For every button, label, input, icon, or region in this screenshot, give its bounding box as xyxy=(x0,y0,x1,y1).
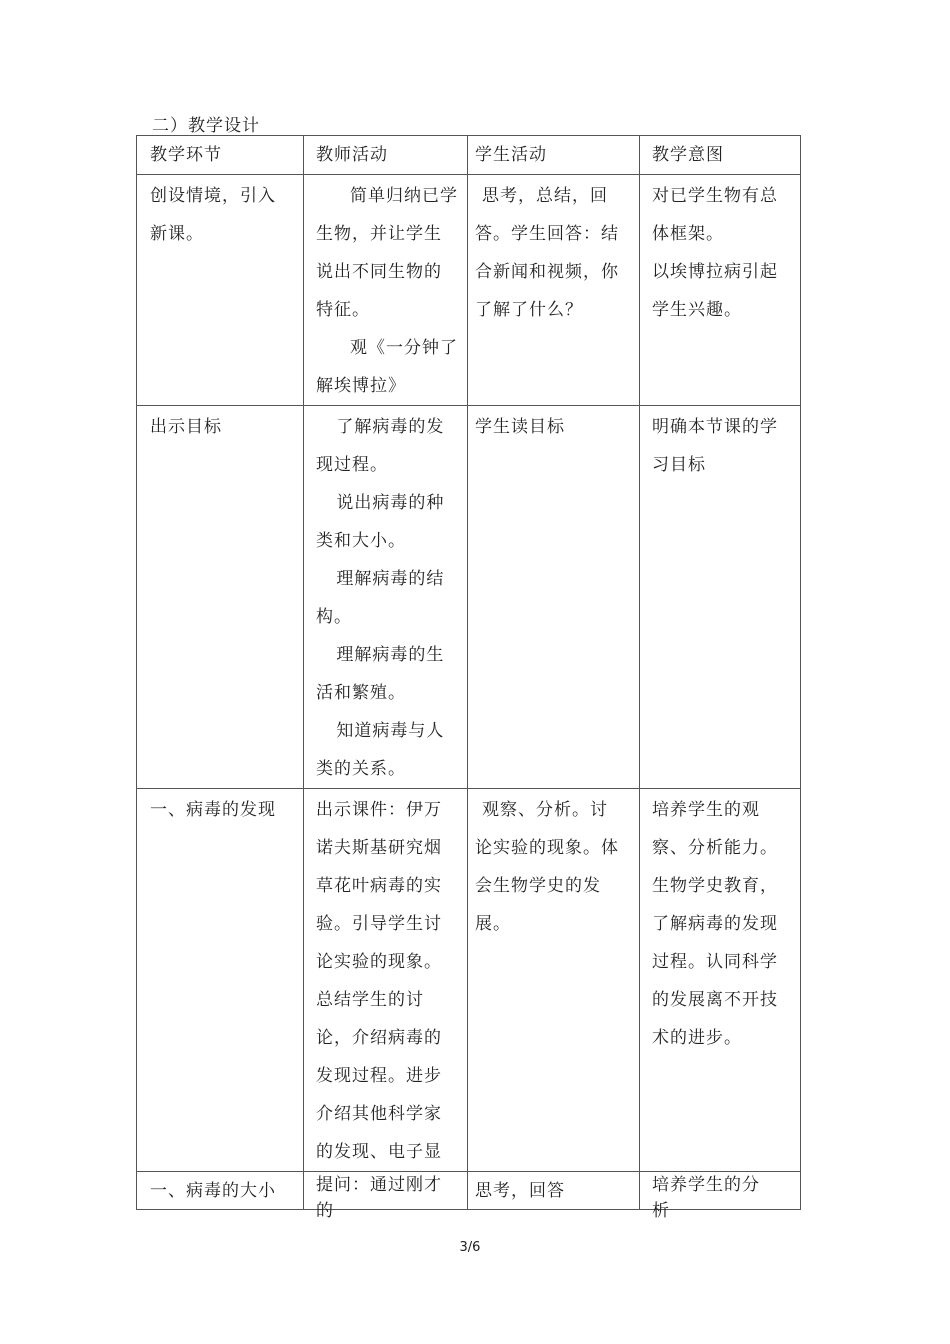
cell-line: 察、分析能力。 xyxy=(652,838,778,858)
intent-cell xyxy=(640,789,801,1172)
cell-line: 培养学生的分 xyxy=(652,1175,760,1195)
intent-cell xyxy=(640,175,801,406)
cell-line: 对已学生物有总 xyxy=(652,186,778,206)
header-student: 学生活动 xyxy=(468,136,640,175)
cell-line: 说出病毒的种 xyxy=(336,493,445,513)
cell-line: 学生读目标 xyxy=(475,417,565,437)
cell-line: 答。学生回答：结 xyxy=(475,224,619,244)
cell-line: 一、病毒的发现 xyxy=(150,800,276,820)
cell-line: 体框架。 xyxy=(652,224,724,244)
teacher-cell xyxy=(304,789,468,1172)
cell-line: 观《一分钟了 xyxy=(350,338,458,358)
cell-line: 论实验的现象。体 xyxy=(475,838,619,858)
cell-line: 学生兴趣。 xyxy=(652,300,742,320)
header-stage: 教学环节 xyxy=(137,136,304,175)
cell-line: 论实验的现象。 xyxy=(316,952,442,972)
cell-line: 论，介绍病毒的 xyxy=(316,1028,442,1048)
cell-line: 解埃博拉》 xyxy=(316,376,406,396)
cell-line: 析 xyxy=(652,1201,670,1221)
cell-line: 介绍其他科学家 xyxy=(316,1104,442,1124)
cell-line: 过程。认同科学 xyxy=(652,952,778,972)
student-cell xyxy=(468,175,640,406)
cell-line: 出示目标 xyxy=(150,417,222,437)
cell-line: 了解病毒的发现 xyxy=(652,914,778,934)
page-number: 3/6 xyxy=(459,1240,481,1255)
student-cell xyxy=(468,789,640,1172)
cell-line: 会生物学史的发 xyxy=(475,876,601,896)
cell-line: 草花叶病毒的实 xyxy=(316,876,442,896)
cell-clip xyxy=(150,1172,297,1202)
cell-line: 现过程。 xyxy=(316,455,388,475)
cell-line: 明确本节课的学 xyxy=(652,417,778,437)
cell-line: 观察、分析。讨 xyxy=(482,800,608,820)
cell-line: 类的关系。 xyxy=(316,759,406,779)
cell-clip xyxy=(316,1172,461,1221)
cell-line: 发现过程。进步 xyxy=(316,1066,442,1086)
stage-cell xyxy=(137,175,304,406)
intent-cell xyxy=(640,406,801,789)
teaching-design-table xyxy=(136,135,801,1221)
stage-cell xyxy=(137,789,304,1172)
cell-line: 习目标 xyxy=(652,455,706,475)
cell-line: 理解病毒的生 xyxy=(336,645,445,665)
cell-line: 诺夫斯基研究烟 xyxy=(316,838,442,858)
cell-line: 培养学生的观 xyxy=(652,800,760,820)
stage-cell xyxy=(137,406,304,789)
cell-line: 一、病毒的大小 xyxy=(150,1181,276,1201)
teacher-cell xyxy=(304,1172,468,1221)
table-header-row xyxy=(137,136,801,175)
cell-line: 思考，总结，回 xyxy=(482,186,608,206)
cell-line: 的发展离不开技 xyxy=(652,990,778,1010)
cell-line: 验。引导学生讨 xyxy=(316,914,442,934)
cell-line: 新课。 xyxy=(150,224,204,244)
stage-cell xyxy=(137,1172,304,1210)
teacher-cell xyxy=(304,175,468,406)
cell-line: 说出不同生物的 xyxy=(316,262,442,282)
cell-line: 的 xyxy=(316,1201,334,1221)
cell-line: 理解病毒的结 xyxy=(336,569,445,589)
cell-line: 以埃博拉病引起 xyxy=(652,262,778,282)
table-row xyxy=(137,175,801,406)
header-intent: 教学意图 xyxy=(640,136,801,175)
section-title: 二）教学设计 xyxy=(152,116,260,136)
cell-line: 简单归纳已学 xyxy=(350,186,458,206)
cell-line: 知道病毒与人 xyxy=(336,721,445,741)
cell-line: 特征。 xyxy=(316,300,370,320)
cell-line: 术的进步。 xyxy=(652,1028,742,1048)
cell-line: 出示课件：伊万 xyxy=(316,800,442,820)
cell-line: 思考，回答 xyxy=(475,1181,565,1201)
table-row xyxy=(137,789,801,1172)
cell-clip xyxy=(652,1172,794,1221)
cell-line: 展。 xyxy=(475,914,511,934)
table-row xyxy=(137,406,801,789)
cell-line: 活和繁殖。 xyxy=(316,683,406,703)
cell-line: 创设情境，引入 xyxy=(150,186,276,206)
cell-line: 构。 xyxy=(316,607,352,627)
cell-line: 提问：通过刚才 xyxy=(316,1175,442,1195)
student-cell xyxy=(468,1172,640,1210)
cell-line: 了解了什么？ xyxy=(475,300,583,320)
cell-clip xyxy=(475,1172,633,1202)
teacher-cell xyxy=(304,406,468,789)
student-cell xyxy=(468,406,640,789)
cell-line: 合新闻和视频，你 xyxy=(475,262,619,282)
cell-line: 生物学史教育， xyxy=(652,876,778,896)
header-teacher: 教师活动 xyxy=(304,136,468,175)
intent-cell xyxy=(640,1172,801,1221)
table-row xyxy=(137,1172,801,1210)
cell-line: 的发现、电子显 xyxy=(316,1142,442,1162)
cell-line: 总结学生的讨 xyxy=(316,990,424,1010)
cell-line: 生物，并让学生 xyxy=(316,224,442,244)
cell-line: 类和大小。 xyxy=(316,531,406,551)
cell-line: 了解病毒的发 xyxy=(336,417,445,437)
